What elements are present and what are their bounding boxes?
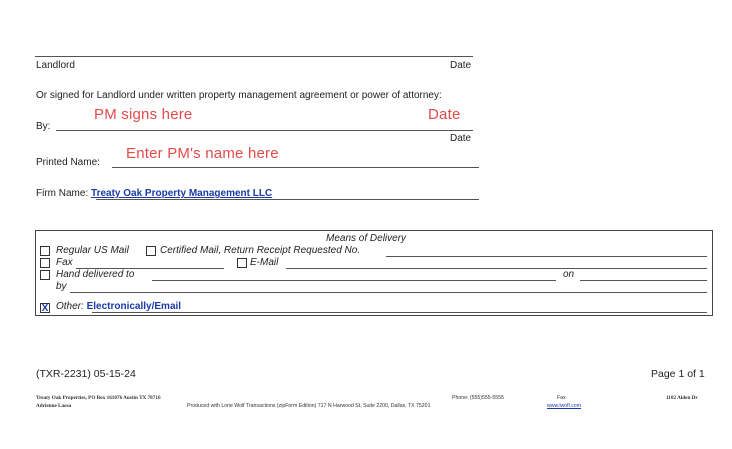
pm-sign-annotation: PM signs here xyxy=(94,106,193,123)
on-date-line[interactable] xyxy=(580,280,707,281)
pm-clause-text: Or signed for Landlord under written property management agreement or power of attorney: xyxy=(36,90,442,101)
footer-phone: Phone: (555)555-5555 xyxy=(452,395,504,401)
email-label: E-Mail xyxy=(250,257,279,268)
regular-mail-label: Regular US Mail xyxy=(56,245,129,256)
pm-date-label: Date xyxy=(450,133,472,144)
printed-name-line[interactable] xyxy=(112,167,479,168)
delivery-title: Means of Delivery xyxy=(326,233,407,244)
firm-name-line xyxy=(96,199,479,200)
footer-address: 1102 Alden Dr xyxy=(666,395,698,401)
printed-name-label: Printed Name: xyxy=(36,157,100,168)
footer-agent: Adrienne Laosa xyxy=(36,403,72,409)
fax-checkbox[interactable] xyxy=(40,258,50,268)
firm-name-label xyxy=(36,188,272,199)
by-delivery-line[interactable] xyxy=(70,292,707,293)
hand-delivered-line[interactable] xyxy=(152,280,556,281)
landlord-label: Landlord xyxy=(36,60,75,71)
footer-fax: Fax xyxy=(557,395,566,401)
regular-mail-checkbox[interactable] xyxy=(40,246,50,256)
firm-name-caption: Firm Name: xyxy=(36,188,89,199)
pm-signature-line[interactable] xyxy=(56,130,473,131)
certified-mail-checkbox[interactable] xyxy=(146,246,156,256)
other-row xyxy=(56,301,181,312)
on-label: on xyxy=(563,269,575,280)
form-id: (TXR-2231) 05-15-24 xyxy=(36,368,136,380)
certified-mail-label: Certified Mail, Return Receipt Requested No. xyxy=(160,245,361,256)
landlord-signature-line[interactable] xyxy=(35,56,473,57)
fax-label: Fax xyxy=(56,257,73,268)
by-label: By: xyxy=(36,121,51,132)
printed-name-annotation: Enter PM's name here xyxy=(126,145,279,162)
landlord-date-label: Date xyxy=(450,60,472,71)
email-checkbox[interactable] xyxy=(237,258,247,268)
other-label: Other: xyxy=(56,301,84,312)
certified-number-line[interactable] xyxy=(386,256,707,257)
other-checkbox[interactable]: X xyxy=(41,303,49,314)
hand-delivered-checkbox[interactable] xyxy=(40,270,50,280)
by-delivery-label: by xyxy=(56,281,67,292)
hand-delivered-label: Hand delivered to xyxy=(56,269,135,280)
email-line[interactable] xyxy=(286,268,707,269)
footer-website-link[interactable]: www.lwolf.com xyxy=(547,403,582,409)
other-line[interactable] xyxy=(92,312,707,313)
footer-company: Treaty Oak Properties, PO Box 161076 Austin TX 78716 xyxy=(36,395,161,401)
other-value[interactable]: Electronically/Email xyxy=(86,301,182,312)
firm-name-value[interactable]: Treaty Oak Property Management LLC xyxy=(91,188,273,199)
pm-date-annotation: Date xyxy=(428,106,461,123)
page-number: Page 1 of 1 xyxy=(651,368,705,380)
footer-produced: Produced with Lone Wolf Transactions (zipForm Edition) 717 N Harwood St, Suite 2200, Dallas, TX 75201 xyxy=(187,403,431,409)
